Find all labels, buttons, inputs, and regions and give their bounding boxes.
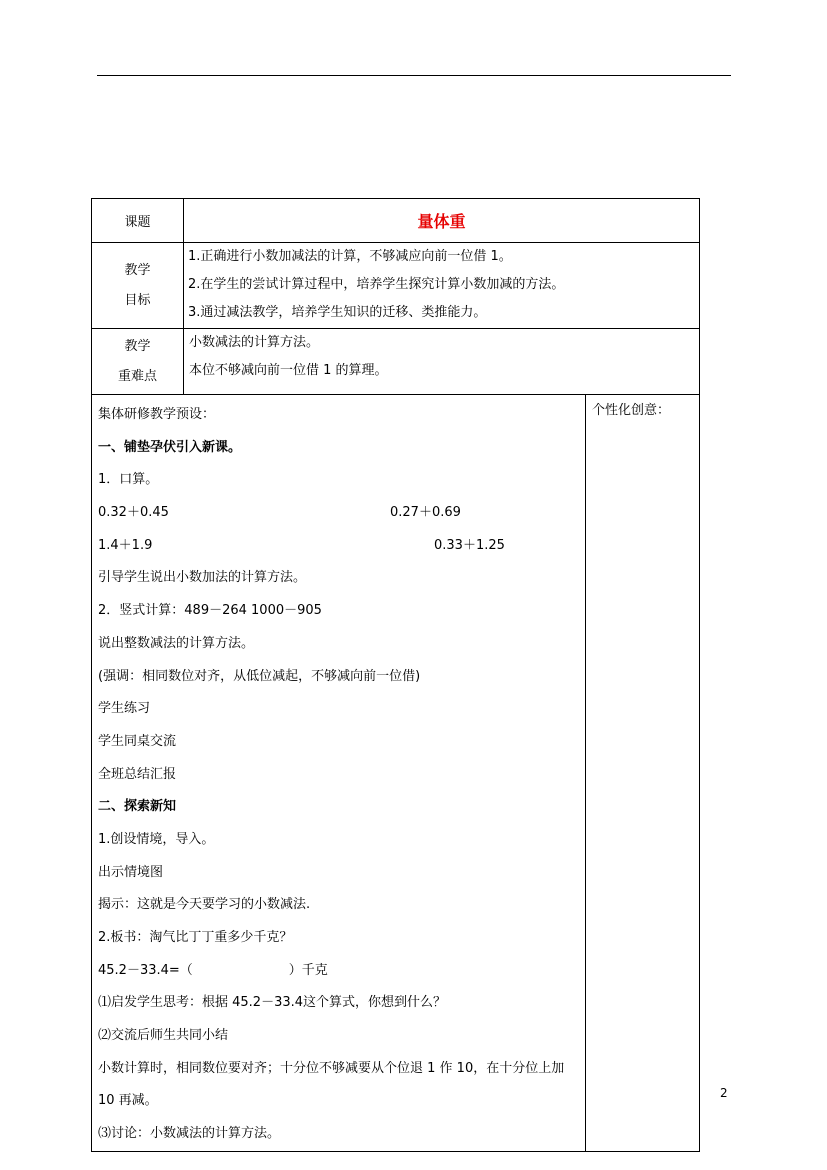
reveal-text: 揭示：这就是今天要学习的小数减法.: [98, 897, 311, 913]
equation-left: 45.2－33.4=（: [98, 962, 193, 978]
practice-text: 学生练习: [98, 701, 151, 717]
title-cell: [184, 199, 700, 243]
difficulty-item: 本位不够减向前一位借 1 的算理。: [189, 363, 388, 378]
oral-calc-item: 1．口算。: [98, 472, 159, 488]
topic-label-cell: [92, 199, 184, 243]
calc-expression: 0.27＋0.69: [390, 505, 461, 521]
difficulty-label-line-2: 重难点: [117, 368, 157, 384]
situation-text: 1.创设情境，导入。: [98, 831, 215, 847]
deskmate-text: 学生同桌交流: [98, 733, 177, 749]
goals-label-line-1: 教学: [124, 262, 151, 278]
section-heading-1: 一、铺垫孕伏引入新课。: [98, 439, 242, 455]
goals-label-cell: [92, 243, 184, 329]
calc-expression: 0.33＋1.25: [434, 537, 505, 553]
calc-row-1: [98, 497, 579, 530]
topic-label: 课题: [124, 215, 151, 230]
question-1: ⑴启发学生思考：根据 45.2－33.4这个算式，你想到什么？: [98, 995, 447, 1011]
question-2: ⑵交流后师生共同小结: [98, 1028, 229, 1044]
topic-row: [92, 199, 700, 243]
difficulty-label-cell: [92, 329, 184, 395]
equation-line: [98, 955, 579, 988]
integer-sub-text: 说出整数减法的计算方法。: [98, 635, 255, 651]
calc-expression: 1.4＋1.9: [98, 537, 153, 553]
calc-row-2: [98, 530, 579, 563]
vertical-calc-item: 2．竖式计算：489－264 1000－905: [98, 603, 322, 619]
board-text: 2.板书：淘气比丁丁重多少千克？: [98, 930, 293, 945]
difficulty-row: [92, 329, 700, 395]
show-picture-text: 出示情境图: [98, 864, 164, 880]
preset-heading: 集体研修教学预设：: [98, 407, 216, 422]
lesson-title: 量体重: [417, 212, 466, 231]
preset-cell: [92, 395, 586, 1152]
goal-item: 3.通过减法教学，培养学生知识的迁移、类推能力。: [188, 305, 487, 320]
lesson-plan-table: [91, 198, 700, 1152]
summary-text: 小数计算时，相同数位要对齐；十分位不够减要从个位退 1 作 10，在十分位上加 10 再减。: [98, 1060, 565, 1109]
goals-cell: [184, 243, 700, 329]
report-text: 全班总结汇报: [98, 766, 177, 782]
guide-text: 引导学生说出小数加法的计算方法。: [98, 570, 307, 586]
body-row: [92, 395, 700, 1152]
difficulty-label-line-1: 教学: [124, 338, 151, 354]
question-3: ⑶讨论：小数减法的计算方法。: [98, 1126, 281, 1142]
difficulty-cell: [184, 329, 700, 395]
page-number: 2: [720, 1086, 728, 1100]
calc-expression: 0.32＋0.45: [98, 505, 169, 521]
personalized-ideas-cell: [586, 395, 700, 1152]
header-rule: [97, 75, 731, 76]
emphasis-note: (强调：相同数位对齐，从低位减起，不够减向前一位借): [98, 668, 421, 684]
equation-right: ）千克: [288, 962, 328, 978]
difficulty-item: 小数减法的计算方法。: [189, 335, 320, 350]
section-heading-2: 二、探索新知: [98, 799, 177, 815]
goal-item: 2.在学生的尝试计算过程中，培养学生探究计算小数加减的方法。: [188, 277, 565, 292]
goal-item: 1.正确进行小数加减法的计算，不够减应向前一位借 1。: [188, 249, 512, 264]
goals-label-line-2: 目标: [124, 292, 151, 308]
goals-row: [92, 243, 700, 329]
personalized-ideas-label: 个性化创意：: [592, 403, 671, 418]
